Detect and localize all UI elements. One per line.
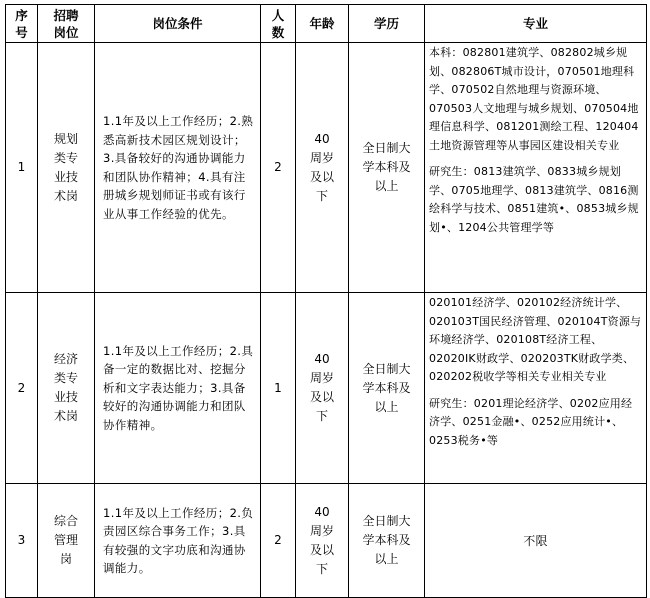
row-number: 1	[6, 43, 38, 293]
header-cell-no: 序号	[6, 5, 38, 43]
header-cell-age: 年龄	[296, 5, 349, 43]
post-conditions: 1.1年及以上工作经历；2.具备一定的数据比对、挖掘分析和文字表达能力；3.具备较好的沟通协调能力和团队协作精神。	[95, 293, 261, 484]
major-grad: 研究生：0813建筑学、0833城乡规划学、0705地理学、0813建筑学、0816测绘科学与技术、0851建筑•、0853城乡规划•、1204公共管理学等	[429, 165, 639, 234]
table-row	[6, 484, 647, 598]
post-conditions: 1.1年及以上工作经历；2.负责园区综合事务工作；3.具有较强的文字功底和沟通协调能力。	[95, 484, 261, 598]
table-row	[6, 43, 647, 293]
post-conditions: 1.1年及以上工作经历；2.熟悉高新技术园区规划设计；3.具备较好的沟通协调能力和团队协作精神；4.具有注册城乡规划师证书或有该行业从事工作经验的优先。	[95, 43, 261, 293]
table-row	[6, 293, 647, 484]
headcount: 1	[261, 293, 296, 484]
major-requirement	[425, 293, 647, 484]
recruitment-table	[5, 4, 647, 598]
header-cell-post: 招聘岗位	[38, 5, 95, 43]
age-requirement: 40周岁及以下	[296, 484, 349, 598]
age-requirement: 40周岁及以下	[296, 293, 349, 484]
header-cell-education: 学历	[349, 5, 425, 43]
age-requirement: 40周岁及以下	[296, 43, 349, 293]
post-name: 经济类专业技术岗	[38, 293, 95, 484]
major-requirement	[425, 43, 647, 293]
post-name: 规划类专业技术岗	[38, 43, 95, 293]
row-number: 3	[6, 484, 38, 598]
table-header-row	[6, 5, 647, 43]
education-requirement: 全日制大学本科及以上	[349, 293, 425, 484]
recruitment-table-wrapper	[5, 4, 647, 598]
education-requirement: 全日制大学本科及以上	[349, 43, 425, 293]
post-name: 综合管理岗	[38, 484, 95, 598]
row-number: 2	[6, 293, 38, 484]
headcount: 2	[261, 43, 296, 293]
header-cell-conditions: 岗位条件	[95, 5, 261, 43]
education-requirement: 全日制大学本科及以上	[349, 484, 425, 598]
header-cell-count: 人数	[261, 5, 296, 43]
major-requirement: 不限	[425, 484, 647, 598]
major-undergrad: 本科：082801建筑学、082802城乡规划、082806T城市设计，070501地理科学、070502自然地理与资源环境、070503人文地理与城乡规划、070504地理信息科学、081201测绘工程、120404土地资源管理等从事园区建设相关专业	[429, 46, 639, 152]
header-cell-major: 专业	[425, 5, 647, 43]
major-undergrad: 020101经济学、020102经济统计学、020103T国民经济管理、020104T资源与环境经济学、020108T经济工程、02020IK财政学、020203TK财政学类、020202税收学等相关专业相关专业	[429, 296, 642, 383]
major-grad: 研究生：0201理论经济学、0202应用经济学、0251金融•、0252应用统计•、0253税务•等	[429, 396, 633, 447]
headcount: 2	[261, 484, 296, 598]
